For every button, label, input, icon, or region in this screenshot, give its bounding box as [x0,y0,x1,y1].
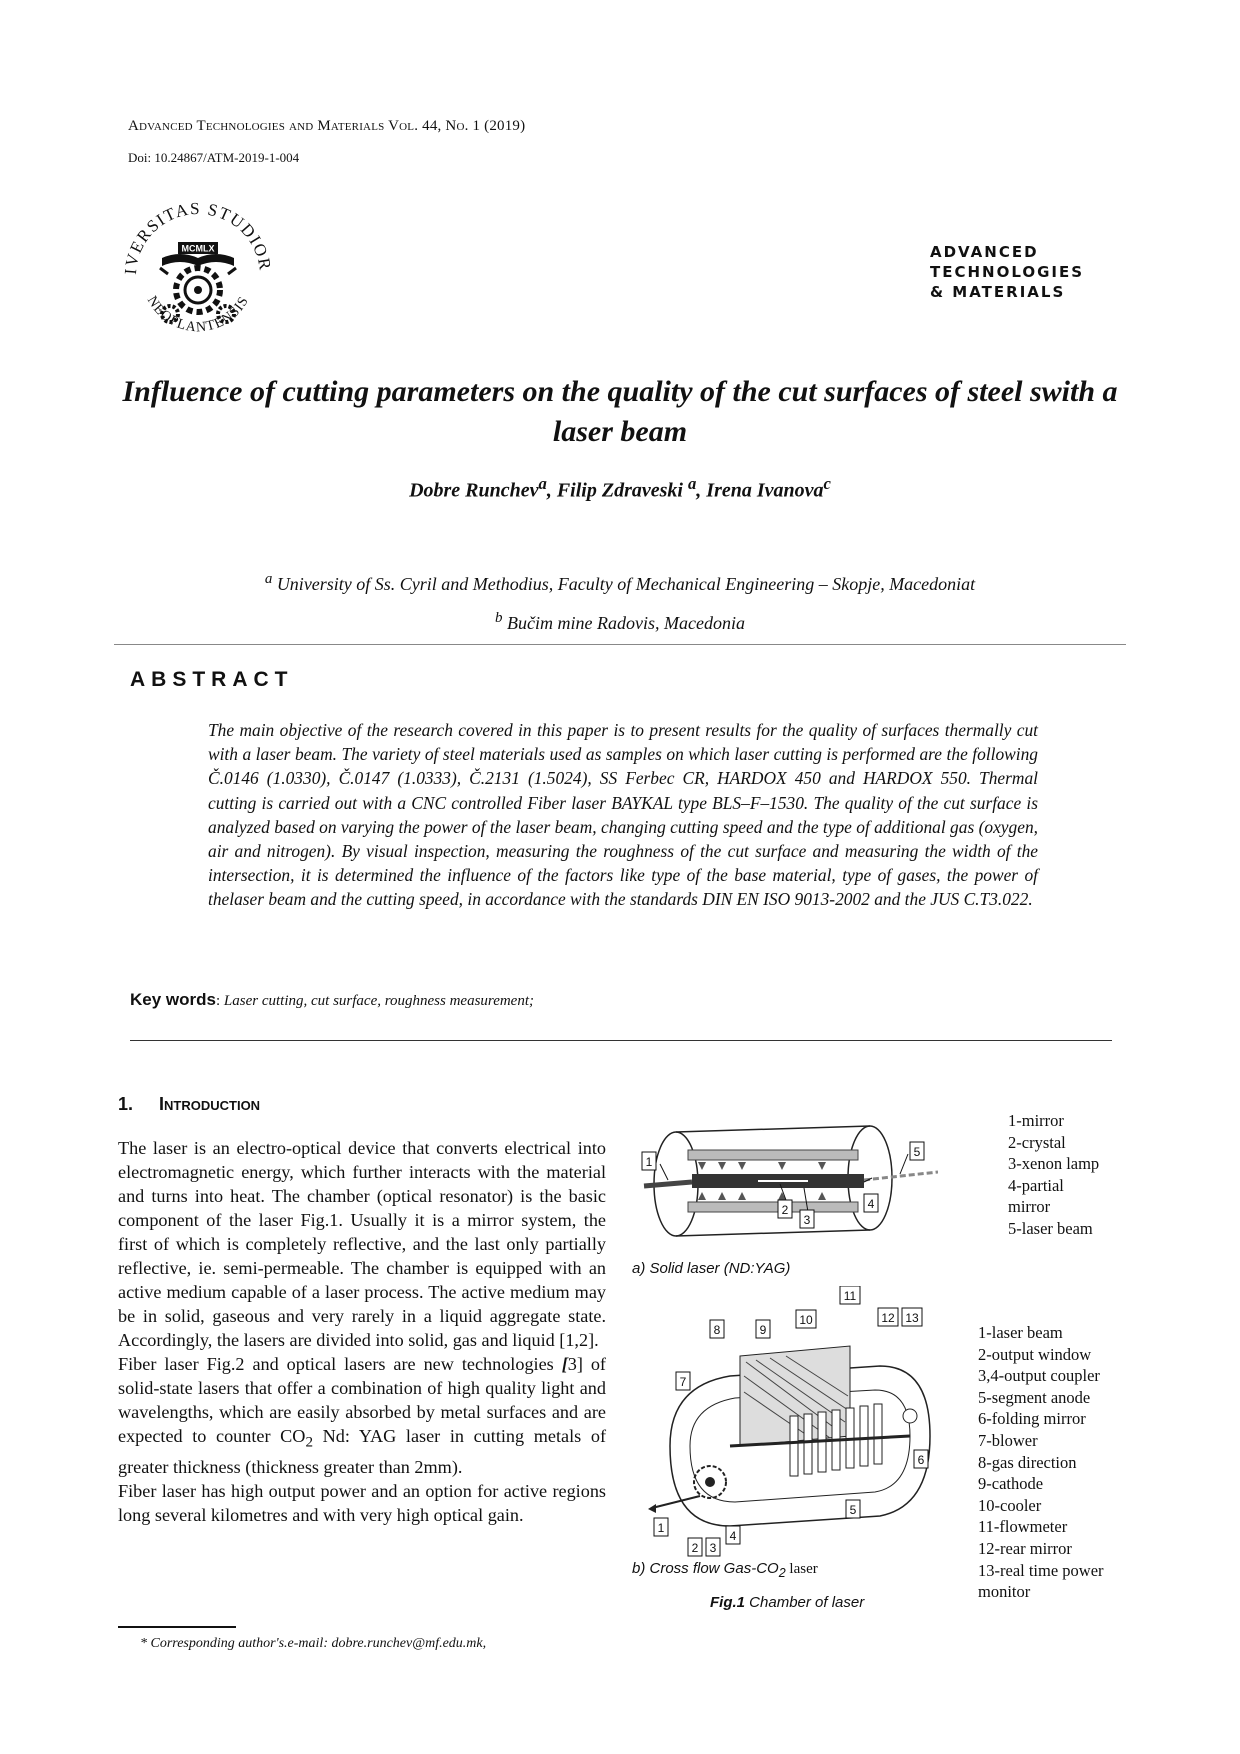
paragraph: Fiber laser Fig.2 and optical lasers are new technologies [3] of solid-state lasers that offer a combination of high quality light and wavelengths, which are easily absorbed by metal surfaces and are expected to counter $CO_2$ Nd: YAG laser in cutting metals of greater thickness (thickness greater than 2mm). [118,1354,606,1477]
svg-text:10: 10 [799,1313,813,1327]
introduction-text [118,1136,606,1527]
svg-text:11: 11 [843,1289,857,1303]
affiliation-1: $^a$ University of Ss. Cyril and Methodius, Faculty of Mechanical Engineering – Skopje, Macedoniat [264,571,976,594]
figure-b-caption: b) Cross flow Gas-$CO_2$ laser [632,1560,818,1580]
paragraph: The laser is an electro-optical device that converts electrical into electromagnetic energy, which further interacts with the material and turns into heat. The chamber (optical resonator) is the basic component of the laser Fig.1. Usually it is a mirror system, the first of which is completely reflective, and the last only partially reflective, ie. semi-permeable. The chamber is equipped with an active medium capable of a laser process. The active medium may be in solid, gaseous and very rarely in a liquid aggregate state. Accordingly, the lasers are divided into solid, gas and liquid [1,2]. [118,1138,606,1350]
figure-a-caption: a) Solid laser (ND:YAG) [632,1260,791,1277]
keywords: Key words: Laser cutting, cut surface, roughness measurement; [130,990,535,1009]
paper-title: Influence of cutting parameters on the quality of the cut surfaces of steel swith a laser beam [122,375,1118,448]
svg-text:3: 3 [709,1541,717,1555]
svg-text:4: 4 [729,1529,737,1543]
section-heading: 1. Introduction [118,1094,261,1114]
svg-text:UNIVERSITAS STUDIORUM: IVERSITAS STUDIOR [120,198,275,276]
paragraph: Fiber laser has high output power and an option for active regions long several kilometres and with very high optical gain. [118,1480,606,1525]
figure-caption: Fig.1 Chamber of laser [710,1594,865,1611]
svg-text:3: 3 [803,1213,811,1227]
svg-text:1: 1 [657,1521,665,1535]
doi-line: Doi: 10.24867/ATM-2019-1-004 [128,150,300,165]
svg-text:2: 2 [691,1541,699,1555]
svg-text:2: 2 [781,1203,789,1217]
co2-laser-diagram [640,1286,940,1586]
affiliations [100,562,1140,640]
divider [114,644,1126,645]
journal-brand: ADVANCED TECHNOLOGIES & MATERIALS [930,243,1085,301]
solid-laser-diagram [638,1106,938,1256]
corresponding-author-footnote: * Corresponding author's.e-mail: dobre.runchev@mf.edu.mk, [140,1636,487,1651]
author-list: Dobre Runchev$^a$, Filip Zdraveski $^a$, Irena Ivanova$^c$ [409,474,831,502]
footnote-rule [118,1626,236,1628]
svg-text:5: 5 [913,1145,921,1159]
svg-text:NEOPLANTENSIS: NEOPLANTENSIS [143,293,253,336]
svg-text:MCMLX: MCMLX [181,243,215,254]
svg-text:5: 5 [849,1503,857,1517]
university-seal-logo [118,196,278,356]
abstract-heading: ABSTRACT [130,668,294,691]
svg-text:8: 8 [713,1323,721,1337]
svg-text:6: 6 [917,1453,925,1467]
svg-text:13: 13 [905,1311,919,1325]
figure-a-legend: 1-mirror 2-crystal 3-xenon lamp 4-partial mirror 5-laser beam [1008,1111,1100,1238]
affiliation-2: $^b$ Bučim mine Radovis, Macedonia [495,610,745,633]
divider [130,1040,1112,1041]
svg-text:9: 9 [759,1323,767,1337]
figure-b-legend: 1-laser beam 2-output window 3,4-output coupler 5-segment anode 6-folding mirror 7-blower 8-gas direction 9-cathode 10-cooler 11-flowmeter 12-rear mirror 13-real time power monitor [978,1323,1104,1602]
svg-text:1: 1 [645,1155,653,1169]
abstract-text: The main objective of the research covered in this paper is to present results for the quality of surfaces thermally cut with a laser beam. The variety of steel materials used as samples on which laser cutting is performed are the following Č.0146 (1.0330), Č.0147 (1.0333), Č.2131 (1.5024), SS Ferbec CR, HARDOX 450 and HARDOX 550. Thermal cutting is carried out with a CNC controlled Fiber laser BAYKAL type BLS–F–1530. The quality of the cut surface is analyzed based on varying the power of the laser beam, changing cutting speed and the type of additional gas (oxygen, air and nitrogen). By visual inspection, measuring the roughness of the cut surface and measuring the width of the intersection, it is determined the influence of the factors like type of the base material, type of gases, the power of thelaser beam and the cutting speed, in accordance with the standards DIN EN ISO 9013-2002 and the JUS C.T3.022. [208,720,1038,910]
svg-text:4: 4 [867,1197,875,1211]
svg-text:12: 12 [881,1311,895,1325]
svg-text:7: 7 [679,1375,687,1389]
journal-header: Advanced Technologies and Materials Vol. 44, No. 1 (2019) [128,118,526,134]
